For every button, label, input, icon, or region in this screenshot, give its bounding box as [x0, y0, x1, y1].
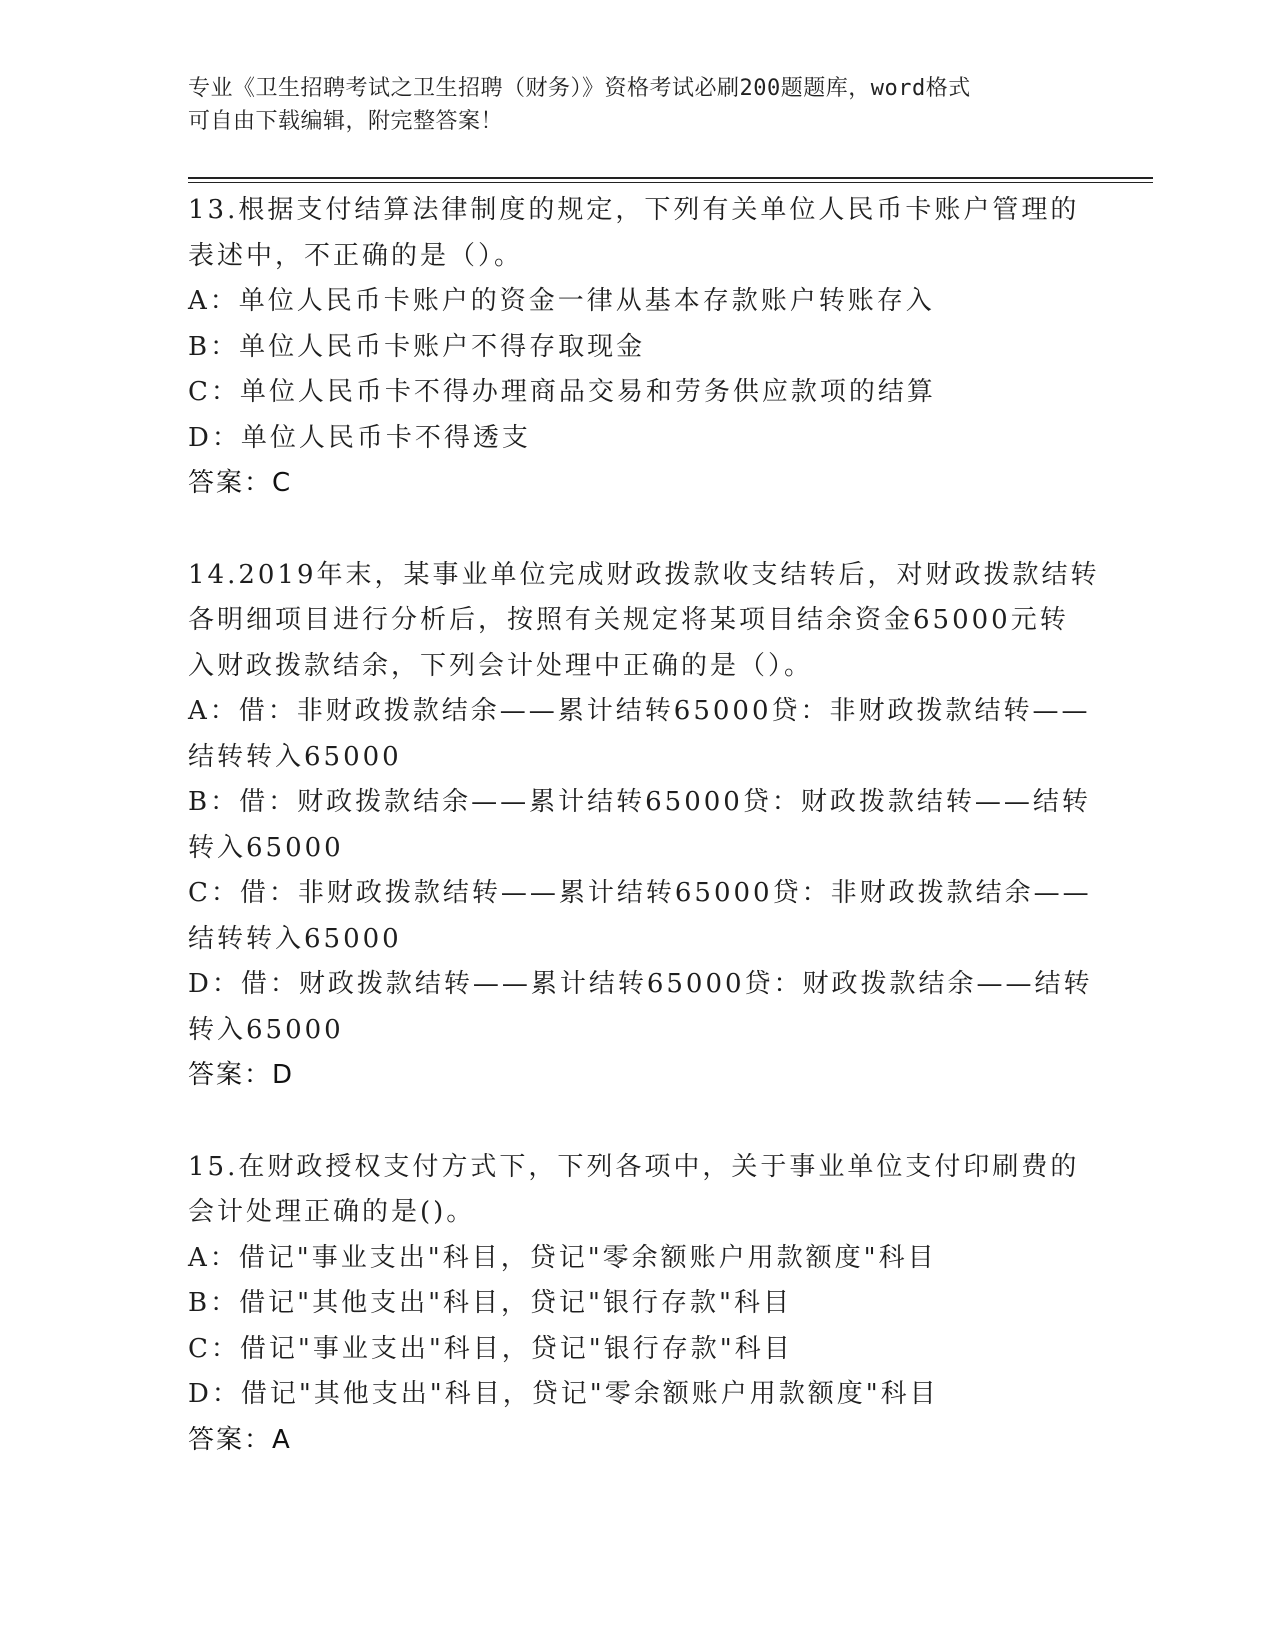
question-stem: 各明细项目进行分析后，按照有关规定将某项目结余资金65000元转: [188, 605, 1069, 635]
option-a: A：借：非财政拨款结余——累计结转65000贷：非财政拨款结转——: [188, 696, 1091, 726]
option-c-continued: 结转转入65000: [188, 923, 402, 954]
option-d: D：单位人民币卡不得透支: [188, 422, 531, 453]
option-d: D：借：财政拨款结转——累计结转65000贷：财政拨款结余——结转: [188, 969, 1093, 999]
question-15: [188, 1145, 1088, 1464]
question-stem: 15.在财政授权支付方式下，下列各项中，关于事业单位支付印刷费的: [188, 1151, 1080, 1182]
option-c: C：单位人民币卡不得办理商品交易和劳务供应款项的结算: [188, 377, 936, 407]
question-14: [188, 553, 1100, 1099]
option-b: B：单位人民币卡账户不得存取现金: [188, 331, 646, 362]
answer-line: 答案：D: [188, 1060, 295, 1090]
question-stem: 表述中，不正确的是（）。: [188, 240, 524, 271]
option-c: C：借：非财政拨款结转——累计结转65000贷：非财政拨款结余——: [188, 878, 1092, 908]
question-stem: 13.根据支付结算法律制度的规定，下列有关单位人民币卡账户管理的: [188, 195, 1080, 225]
document-header: [188, 72, 1068, 138]
option-c: C：借记"事业支出"科目，贷记"银行存款"科目: [188, 1333, 793, 1364]
option-d-continued: 转入65000: [188, 1014, 344, 1045]
option-a-continued: 结转转入65000: [188, 741, 402, 772]
option-b-continued: 转入65000: [188, 832, 344, 863]
option-d: D：借记"其他支出"科目，贷记"零余额账户用款额度"科目: [188, 1379, 939, 1409]
question-spacer: [188, 507, 1088, 553]
option-b: B：借记"其他支出"科目，贷记"银行存款"科目: [188, 1288, 792, 1318]
question-stem: 会计处理正确的是()。: [188, 1197, 476, 1227]
question-spacer: [188, 1099, 1088, 1145]
option-a: A：借记"事业支出"科目，贷记"零余额账户用款额度"科目: [188, 1242, 937, 1273]
header-title-line-2: 可自由下载编辑，附完整答案！: [188, 109, 504, 134]
question-list: [188, 188, 1100, 1463]
question-stem: 14.2019年末，某事业单位完成财政拨款收支结转后，对财政拨款结转: [188, 559, 1100, 590]
header-divider-thin: [188, 182, 1153, 183]
answer-line: 答案：C: [188, 468, 293, 498]
option-a: A：单位人民币卡账户的资金一律从基本存款账户转账存入: [188, 286, 935, 316]
header-title-line-1: 专业《卫生招聘考试之卫生招聘（财务）》资格考试必刷200题题库，word格式: [188, 76, 971, 101]
question-stem: 入财政拨款结余，下列会计处理中正确的是（）。: [188, 650, 814, 681]
question-13: [188, 188, 1088, 507]
answer-line: 答案：A: [188, 1424, 292, 1455]
header-divider-thick: [188, 177, 1153, 179]
option-b: B：借：财政拨款结余——累计结转65000贷：财政拨款结转——结转: [188, 787, 1091, 817]
